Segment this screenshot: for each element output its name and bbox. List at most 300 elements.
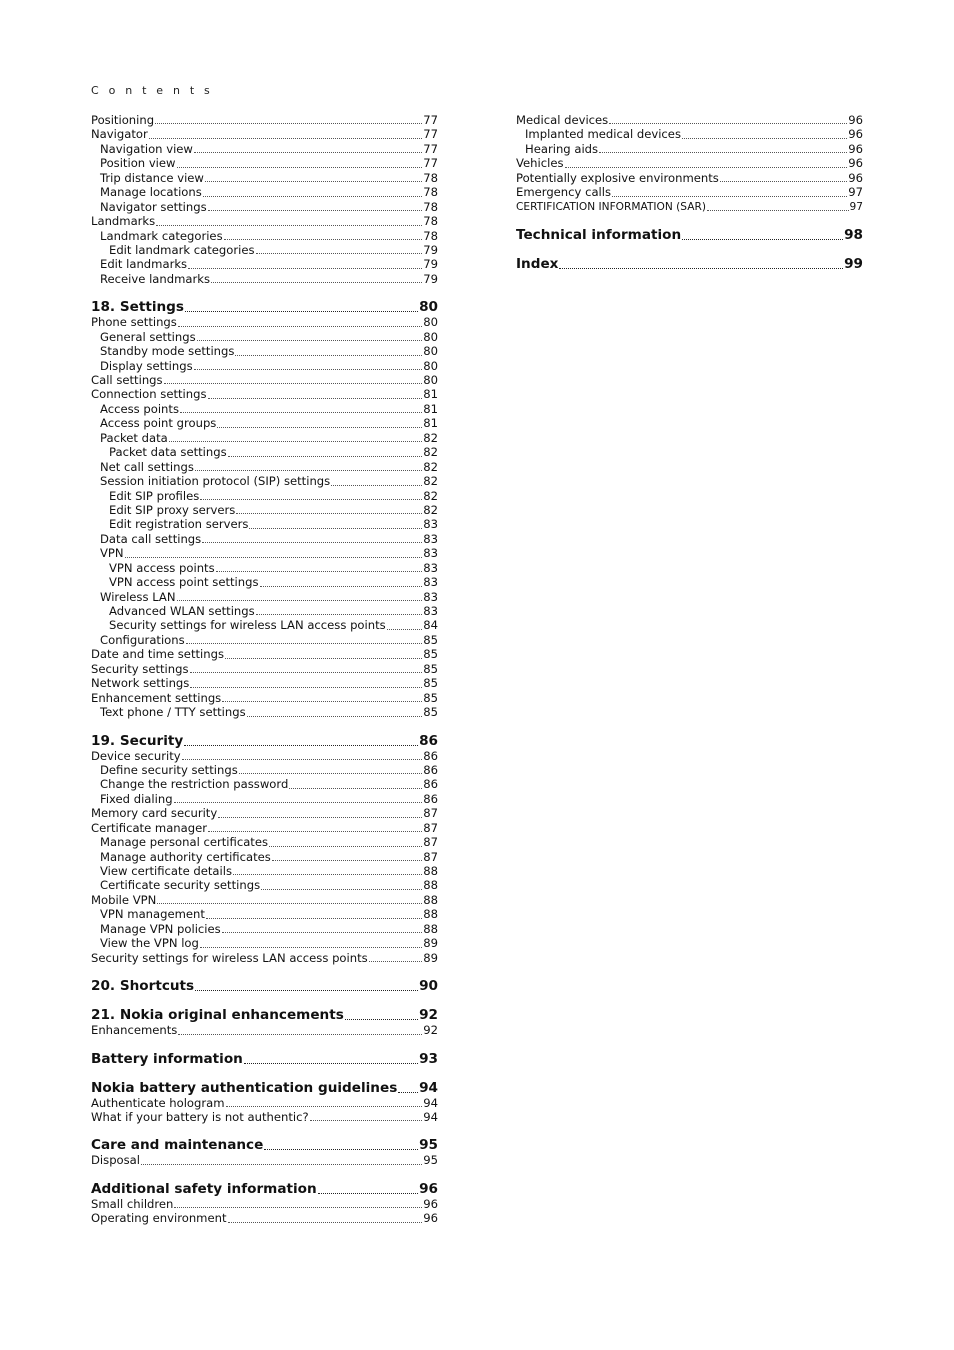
dot-leader: [217, 426, 422, 428]
dot-leader: [194, 368, 423, 370]
toc-page-number: 88: [423, 864, 438, 878]
toc-page-number: 79: [423, 257, 438, 272]
toc-page-number: 85: [423, 632, 438, 647]
toc-page-number: 97: [849, 200, 863, 213]
toc-chapter-entry[interactable]: [516, 256, 863, 272]
dot-leader: [208, 397, 423, 399]
toc-entry[interactable]: [516, 200, 863, 214]
toc-entry-title: Access point groups: [100, 416, 217, 431]
toc-entry-title: Landmark categories: [100, 228, 223, 243]
dot-leader: [612, 195, 847, 197]
toc-entry-title: 20. Shortcuts: [91, 978, 195, 995]
toc-right-column: [516, 113, 863, 272]
toc-entry[interactable]: [91, 532, 438, 546]
toc-page-number: 85: [423, 705, 438, 720]
dot-leader: [208, 209, 423, 211]
toc-entry[interactable]: [91, 330, 438, 344]
toc-page-number: 82: [423, 430, 438, 445]
toc-entry-title: Edit SIP profiles: [109, 488, 200, 503]
toc-entry-title: Technical information: [516, 227, 682, 244]
toc-entry[interactable]: [91, 850, 438, 864]
toc-page-number: 80: [423, 344, 438, 359]
dot-leader: [197, 339, 423, 341]
toc-entry-title: Positioning: [91, 113, 155, 127]
dot-leader: [682, 238, 843, 240]
toc-entry[interactable]: [91, 792, 438, 806]
dot-leader: [244, 1062, 418, 1064]
toc-page-number: 83: [423, 531, 438, 546]
toc-page-number: 88: [423, 921, 438, 936]
toc-entry-title: Certificate manager: [91, 820, 208, 835]
toc-entry-title: Change the restriction password: [100, 777, 289, 792]
dot-leader: [236, 512, 422, 514]
toc-entry-title: Display settings: [100, 358, 193, 373]
toc-entry[interactable]: [91, 806, 438, 820]
toc-entry[interactable]: [91, 257, 438, 271]
toc-entry-title: Device security: [91, 748, 181, 763]
dot-leader: [195, 989, 418, 991]
toc-page-number: 82: [423, 445, 438, 460]
toc-entry[interactable]: [91, 517, 438, 531]
toc-entry-title: Potentially explosive environments: [516, 170, 719, 185]
dot-leader: [188, 267, 422, 269]
toc-entry-title: Certificate security settings: [100, 878, 261, 893]
dot-leader: [369, 960, 423, 962]
toc-entry[interactable]: [91, 705, 438, 719]
toc-chapter-entry[interactable]: [91, 1181, 438, 1197]
toc-page-number: 95: [423, 1153, 438, 1168]
dot-leader: [169, 440, 423, 442]
toc-entry[interactable]: [91, 604, 438, 618]
dot-leader: [195, 469, 422, 471]
dot-leader: [260, 585, 423, 587]
dot-leader: [218, 816, 422, 818]
toc-page-number: 80: [423, 329, 438, 344]
toc-entry-title: Date and time settings: [91, 647, 225, 662]
toc-entry[interactable]: [91, 315, 438, 329]
dot-leader: [178, 325, 422, 327]
toc-page-number: 89: [423, 936, 438, 951]
toc-entry-title: Nokia battery authentication guidelines: [91, 1079, 398, 1096]
page-header: C o n t e n t s: [91, 84, 213, 97]
dot-leader: [239, 772, 422, 774]
toc-page-number: 81: [423, 387, 438, 402]
toc-entry[interactable]: [91, 561, 438, 575]
toc-entry[interactable]: [91, 907, 438, 921]
dot-leader: [182, 758, 423, 760]
toc-page-number: 83: [423, 517, 438, 532]
toc-page-number: 96: [423, 1196, 438, 1211]
toc-entry-title: VPN access point settings: [109, 575, 259, 590]
toc-entry[interactable]: [91, 474, 438, 488]
toc-entry[interactable]: [91, 243, 438, 257]
toc-page-number: 92: [419, 1007, 438, 1024]
dot-leader: [264, 1148, 418, 1150]
dot-leader: [398, 1091, 418, 1093]
toc-page-number: 94: [419, 1079, 438, 1096]
toc-page-number: 82: [423, 459, 438, 474]
toc-entry-title: 19. Security: [91, 732, 184, 749]
toc-entry-title: Authenticate hologram: [91, 1095, 225, 1110]
dot-leader: [256, 252, 423, 254]
dot-leader: [184, 744, 418, 746]
toc-entry[interactable]: [91, 272, 438, 286]
dot-leader: [164, 382, 423, 384]
toc-entry[interactable]: [516, 156, 863, 170]
toc-entry-title: Define security settings: [100, 762, 238, 777]
dot-leader: [202, 541, 422, 543]
toc-entry-title: Standby mode settings: [100, 344, 235, 359]
toc-entry[interactable]: [516, 127, 863, 141]
dot-leader: [318, 1192, 418, 1194]
toc-entry[interactable]: [91, 1096, 438, 1110]
dot-leader: [186, 642, 423, 644]
dot-leader: [205, 180, 422, 182]
toc-page-number: 92: [423, 1023, 438, 1038]
dot-leader: [387, 628, 423, 630]
dot-leader: [559, 267, 843, 269]
toc-page-number: 96: [848, 113, 863, 127]
toc-page-number: 77: [423, 141, 438, 156]
toc-entry[interactable]: [91, 503, 438, 517]
toc-entry[interactable]: [91, 373, 438, 387]
toc-page-number: 83: [423, 575, 438, 590]
toc-entry-title: Position view: [100, 156, 176, 171]
toc-entry[interactable]: [91, 344, 438, 358]
toc-page-number: 87: [423, 835, 438, 850]
toc-entry-title: Fixed dialing: [100, 791, 173, 806]
toc-entry[interactable]: [91, 633, 438, 647]
toc-entry-title: General settings: [100, 329, 196, 344]
toc-entry-title: Vehicles: [516, 156, 564, 171]
dot-leader: [177, 599, 423, 601]
toc-entry-title: VPN: [100, 546, 124, 561]
toc-chapter-entry[interactable]: [91, 978, 438, 994]
dot-leader: [720, 180, 847, 182]
dot-leader: [272, 859, 422, 861]
toc-entry[interactable]: [91, 893, 438, 907]
toc-entry[interactable]: [516, 142, 863, 156]
dot-leader: [707, 209, 849, 211]
toc-entry-title: View the VPN log: [100, 936, 199, 951]
toc-entry-title: Hearing aids: [525, 141, 599, 156]
toc-entry-title: Data call settings: [100, 531, 202, 546]
dot-leader: [208, 830, 422, 832]
dot-leader: [226, 1105, 423, 1107]
toc-page-number: 96: [848, 156, 863, 171]
toc-entry-title: Receive landmarks: [100, 271, 211, 286]
toc-entry[interactable]: [91, 402, 438, 416]
toc-entry[interactable]: [91, 878, 438, 892]
toc-page-number: 94: [423, 1095, 438, 1110]
toc-entry[interactable]: [91, 647, 438, 661]
toc-page-number: 85: [423, 647, 438, 662]
toc-page-number: 93: [419, 1050, 438, 1067]
toc-entry-title: Network settings: [91, 676, 190, 691]
toc-page-number: 87: [423, 806, 438, 821]
toc-entry-title: Navigator settings: [100, 199, 207, 214]
toc-entry-title: Wireless LAN: [100, 589, 176, 604]
toc-entry[interactable]: [91, 676, 438, 690]
toc-entry[interactable]: [91, 229, 438, 243]
dot-leader: [247, 715, 423, 717]
toc-page-number: 83: [423, 560, 438, 575]
toc-page-number: 96: [848, 170, 863, 185]
dot-leader: [149, 137, 423, 139]
toc-entry-title: Advanced WLAN settings: [109, 604, 255, 618]
dot-leader: [125, 556, 423, 558]
toc-chapter-entry[interactable]: [91, 1051, 438, 1067]
dot-leader: [157, 902, 422, 904]
toc-entry-title: VPN management: [100, 907, 205, 922]
toc-page-number: 80: [423, 373, 438, 387]
toc-page-number: 77: [423, 156, 438, 171]
dot-leader: [141, 1163, 422, 1165]
toc-entry[interactable]: [91, 489, 438, 503]
toc-entry-title: Manage locations: [100, 185, 202, 200]
toc-entry-title: Implanted medical devices: [525, 127, 681, 142]
toc-entry-title: Session initiation protocol (SIP) settings: [100, 474, 331, 489]
toc-entry-title: 18. Settings: [91, 299, 184, 316]
toc-page-number: 78: [423, 199, 438, 214]
toc-page-number: 87: [423, 820, 438, 835]
toc-page-number: 79: [423, 271, 438, 286]
dot-leader: [178, 1033, 422, 1035]
dot-leader: [155, 122, 422, 124]
dot-leader: [256, 613, 423, 615]
dot-leader: [289, 787, 422, 789]
dot-leader: [194, 151, 422, 153]
toc-entry[interactable]: [91, 777, 438, 791]
toc-page-number: 86: [423, 791, 438, 806]
dot-leader: [224, 238, 423, 240]
dot-leader: [599, 151, 847, 153]
toc-chapter-entry[interactable]: [516, 227, 863, 243]
toc-entry[interactable]: [91, 185, 438, 199]
toc-entry[interactable]: [91, 445, 438, 459]
toc-entry[interactable]: [91, 835, 438, 849]
dot-leader: [200, 946, 422, 948]
toc-entry[interactable]: [91, 763, 438, 777]
toc-entry[interactable]: [91, 156, 438, 170]
toc-page-number: 96: [848, 127, 863, 142]
toc-page-number: 86: [423, 762, 438, 777]
toc-chapter-entry[interactable]: [91, 1007, 438, 1023]
toc-entry[interactable]: [91, 951, 438, 965]
toc-page-number: 85: [423, 690, 438, 705]
toc-chapter-entry[interactable]: [91, 1080, 438, 1096]
dot-leader: [190, 686, 422, 688]
toc-entry[interactable]: [91, 460, 438, 474]
toc-entry-title: Manage personal certificates: [100, 835, 269, 850]
toc-entry-title: Memory card security: [91, 806, 218, 821]
toc-entry-title: Small children: [91, 1196, 174, 1211]
toc-page-number: 86: [419, 732, 438, 749]
toc-page-number: 82: [423, 474, 438, 489]
toc-entry-title: What if your battery is not authentic?: [91, 1109, 309, 1124]
toc-entry-title: Call settings: [91, 373, 163, 387]
toc-page-number: 98: [844, 227, 863, 244]
toc-entry-title: Connection settings: [91, 387, 207, 402]
toc-entry[interactable]: [91, 691, 438, 705]
toc-entry-title: Landmarks: [91, 214, 156, 229]
dot-leader: [565, 166, 848, 168]
toc-entry-title: Index: [516, 256, 559, 273]
toc-entry-title: Packet data settings: [109, 445, 227, 460]
toc-page-number: 78: [423, 185, 438, 200]
toc-entry[interactable]: [91, 214, 438, 228]
toc-entry-title: Edit SIP proxy servers: [109, 502, 236, 517]
toc-entry-title: Access points: [100, 401, 179, 416]
toc-entry[interactable]: [91, 922, 438, 936]
toc-entry[interactable]: [91, 618, 438, 632]
toc-page-number: 83: [423, 546, 438, 561]
toc-entry-title: Navigator: [91, 127, 148, 142]
toc-entry[interactable]: [91, 662, 438, 676]
toc-page-number: 78: [423, 170, 438, 185]
dot-leader: [682, 137, 847, 139]
toc-entry[interactable]: [91, 575, 438, 589]
toc-entry[interactable]: [91, 821, 438, 835]
toc-chapter-entry[interactable]: [91, 733, 438, 749]
toc-entry-title: Medical devices: [516, 113, 609, 127]
toc-page-number: 86: [423, 748, 438, 763]
dot-leader: [222, 931, 423, 933]
toc-entry-title: Disposal: [91, 1153, 141, 1168]
toc-entry-title: Edit registration servers: [109, 517, 249, 532]
toc-entry[interactable]: [91, 864, 438, 878]
toc-page-number: 84: [423, 618, 438, 633]
dot-leader: [235, 354, 422, 356]
toc-page-number: 78: [423, 214, 438, 229]
toc-entry[interactable]: [516, 113, 863, 127]
dot-leader: [249, 527, 422, 529]
toc-page-number: 96: [848, 141, 863, 156]
dot-leader: [269, 845, 422, 847]
toc-entry-title: Security settings: [91, 661, 189, 676]
toc-entry-title: Mobile VPN: [91, 892, 157, 907]
toc-entry[interactable]: [91, 200, 438, 214]
toc-entry[interactable]: [91, 387, 438, 401]
toc-page-number: 89: [423, 950, 438, 965]
toc-page-number: 94: [423, 1109, 438, 1124]
toc-entry-title: Edit landmarks: [100, 257, 188, 272]
toc-page-number: 86: [423, 777, 438, 792]
toc-page-number: 88: [423, 878, 438, 893]
toc-page-number: 99: [844, 256, 863, 273]
toc-entry-title: Manage authority certificates: [100, 849, 271, 864]
toc-entry[interactable]: [91, 1197, 438, 1211]
toc-page-number: 85: [423, 661, 438, 676]
toc-page-number: 83: [423, 589, 438, 604]
toc-entry[interactable]: [91, 113, 438, 127]
toc-page-number: 77: [423, 113, 438, 127]
toc-page-number: 83: [423, 604, 438, 618]
toc-page-number: 82: [423, 488, 438, 503]
toc-entry[interactable]: [91, 431, 438, 445]
toc-left-column: [91, 113, 438, 1226]
dot-leader: [216, 570, 423, 572]
dot-leader: [233, 873, 422, 875]
dot-leader: [228, 1221, 423, 1223]
dot-leader: [310, 1119, 423, 1121]
toc-entry-title: View certificate details: [100, 864, 233, 878]
toc-page-number: 85: [423, 676, 438, 691]
toc-entry-title: Text phone / TTY settings: [100, 705, 246, 720]
toc-entry[interactable]: [91, 171, 438, 185]
toc-entry[interactable]: [91, 1211, 438, 1225]
toc-entry-title: Phone settings: [91, 315, 177, 330]
dot-leader: [211, 281, 422, 283]
toc-entry[interactable]: [91, 1110, 438, 1124]
toc-entry[interactable]: [516, 185, 863, 199]
dot-leader: [200, 498, 422, 500]
dot-leader: [228, 455, 423, 457]
toc-page-number: 77: [423, 127, 438, 142]
toc-entry-title: Enhancements: [91, 1023, 178, 1038]
toc-entry[interactable]: [91, 936, 438, 950]
toc-page-number: 95: [419, 1137, 438, 1154]
toc-page-number: 80: [419, 299, 438, 316]
toc-entry[interactable]: [91, 546, 438, 560]
toc-entry-title: Security settings for wireless LAN access points: [91, 950, 368, 965]
dot-leader: [174, 1206, 422, 1208]
toc-entry-title: Net call settings: [100, 459, 194, 474]
toc-entry[interactable]: [516, 171, 863, 185]
toc-entry[interactable]: [91, 1023, 438, 1037]
dot-leader: [190, 671, 423, 673]
dot-leader: [261, 888, 422, 890]
toc-entry-title: Care and maintenance: [91, 1137, 264, 1154]
toc-entry[interactable]: [91, 416, 438, 430]
toc-entry-title: Trip distance view: [100, 170, 204, 185]
toc-entry-title: Navigation view: [100, 141, 193, 156]
dot-leader: [185, 310, 418, 312]
toc-entry[interactable]: [91, 142, 438, 156]
dot-leader: [222, 700, 422, 702]
toc-chapter-entry[interactable]: [91, 1137, 438, 1153]
dot-leader: [177, 166, 423, 168]
toc-chapter-entry[interactable]: [91, 299, 438, 315]
toc-entry-title: Operating environment: [91, 1211, 227, 1226]
toc-entry[interactable]: [91, 590, 438, 604]
toc-page-number: 78: [423, 228, 438, 243]
toc-entry-title: CERTIFICATION INFORMATION (SAR): [516, 200, 706, 213]
toc-entry[interactable]: [91, 359, 438, 373]
toc-entry-title: VPN access points: [109, 560, 215, 575]
toc-page-number: 82: [423, 502, 438, 517]
dot-leader: [180, 411, 422, 413]
toc-page-number: 96: [423, 1211, 438, 1226]
toc-page-number: 81: [423, 416, 438, 431]
toc-page-number: 97: [848, 185, 863, 200]
dot-leader: [174, 801, 423, 803]
dot-leader: [206, 917, 422, 919]
toc-page-number: 90: [419, 978, 438, 995]
dot-leader: [609, 122, 847, 124]
toc-entry-title: Edit landmark categories: [109, 242, 255, 257]
toc-entry[interactable]: [91, 749, 438, 763]
toc-entry-title: Packet data: [100, 430, 168, 445]
toc-entry[interactable]: [91, 1153, 438, 1167]
toc-entry-title: Configurations: [100, 632, 185, 647]
toc-page-number: 80: [423, 315, 438, 330]
toc-entry-title: Security settings for wireless LAN access points: [109, 618, 386, 633]
toc-entry-title: 21. Nokia original enhancements: [91, 1007, 344, 1024]
toc-page-number: 87: [423, 849, 438, 864]
toc-entry[interactable]: [91, 127, 438, 141]
dot-leader: [331, 484, 422, 486]
